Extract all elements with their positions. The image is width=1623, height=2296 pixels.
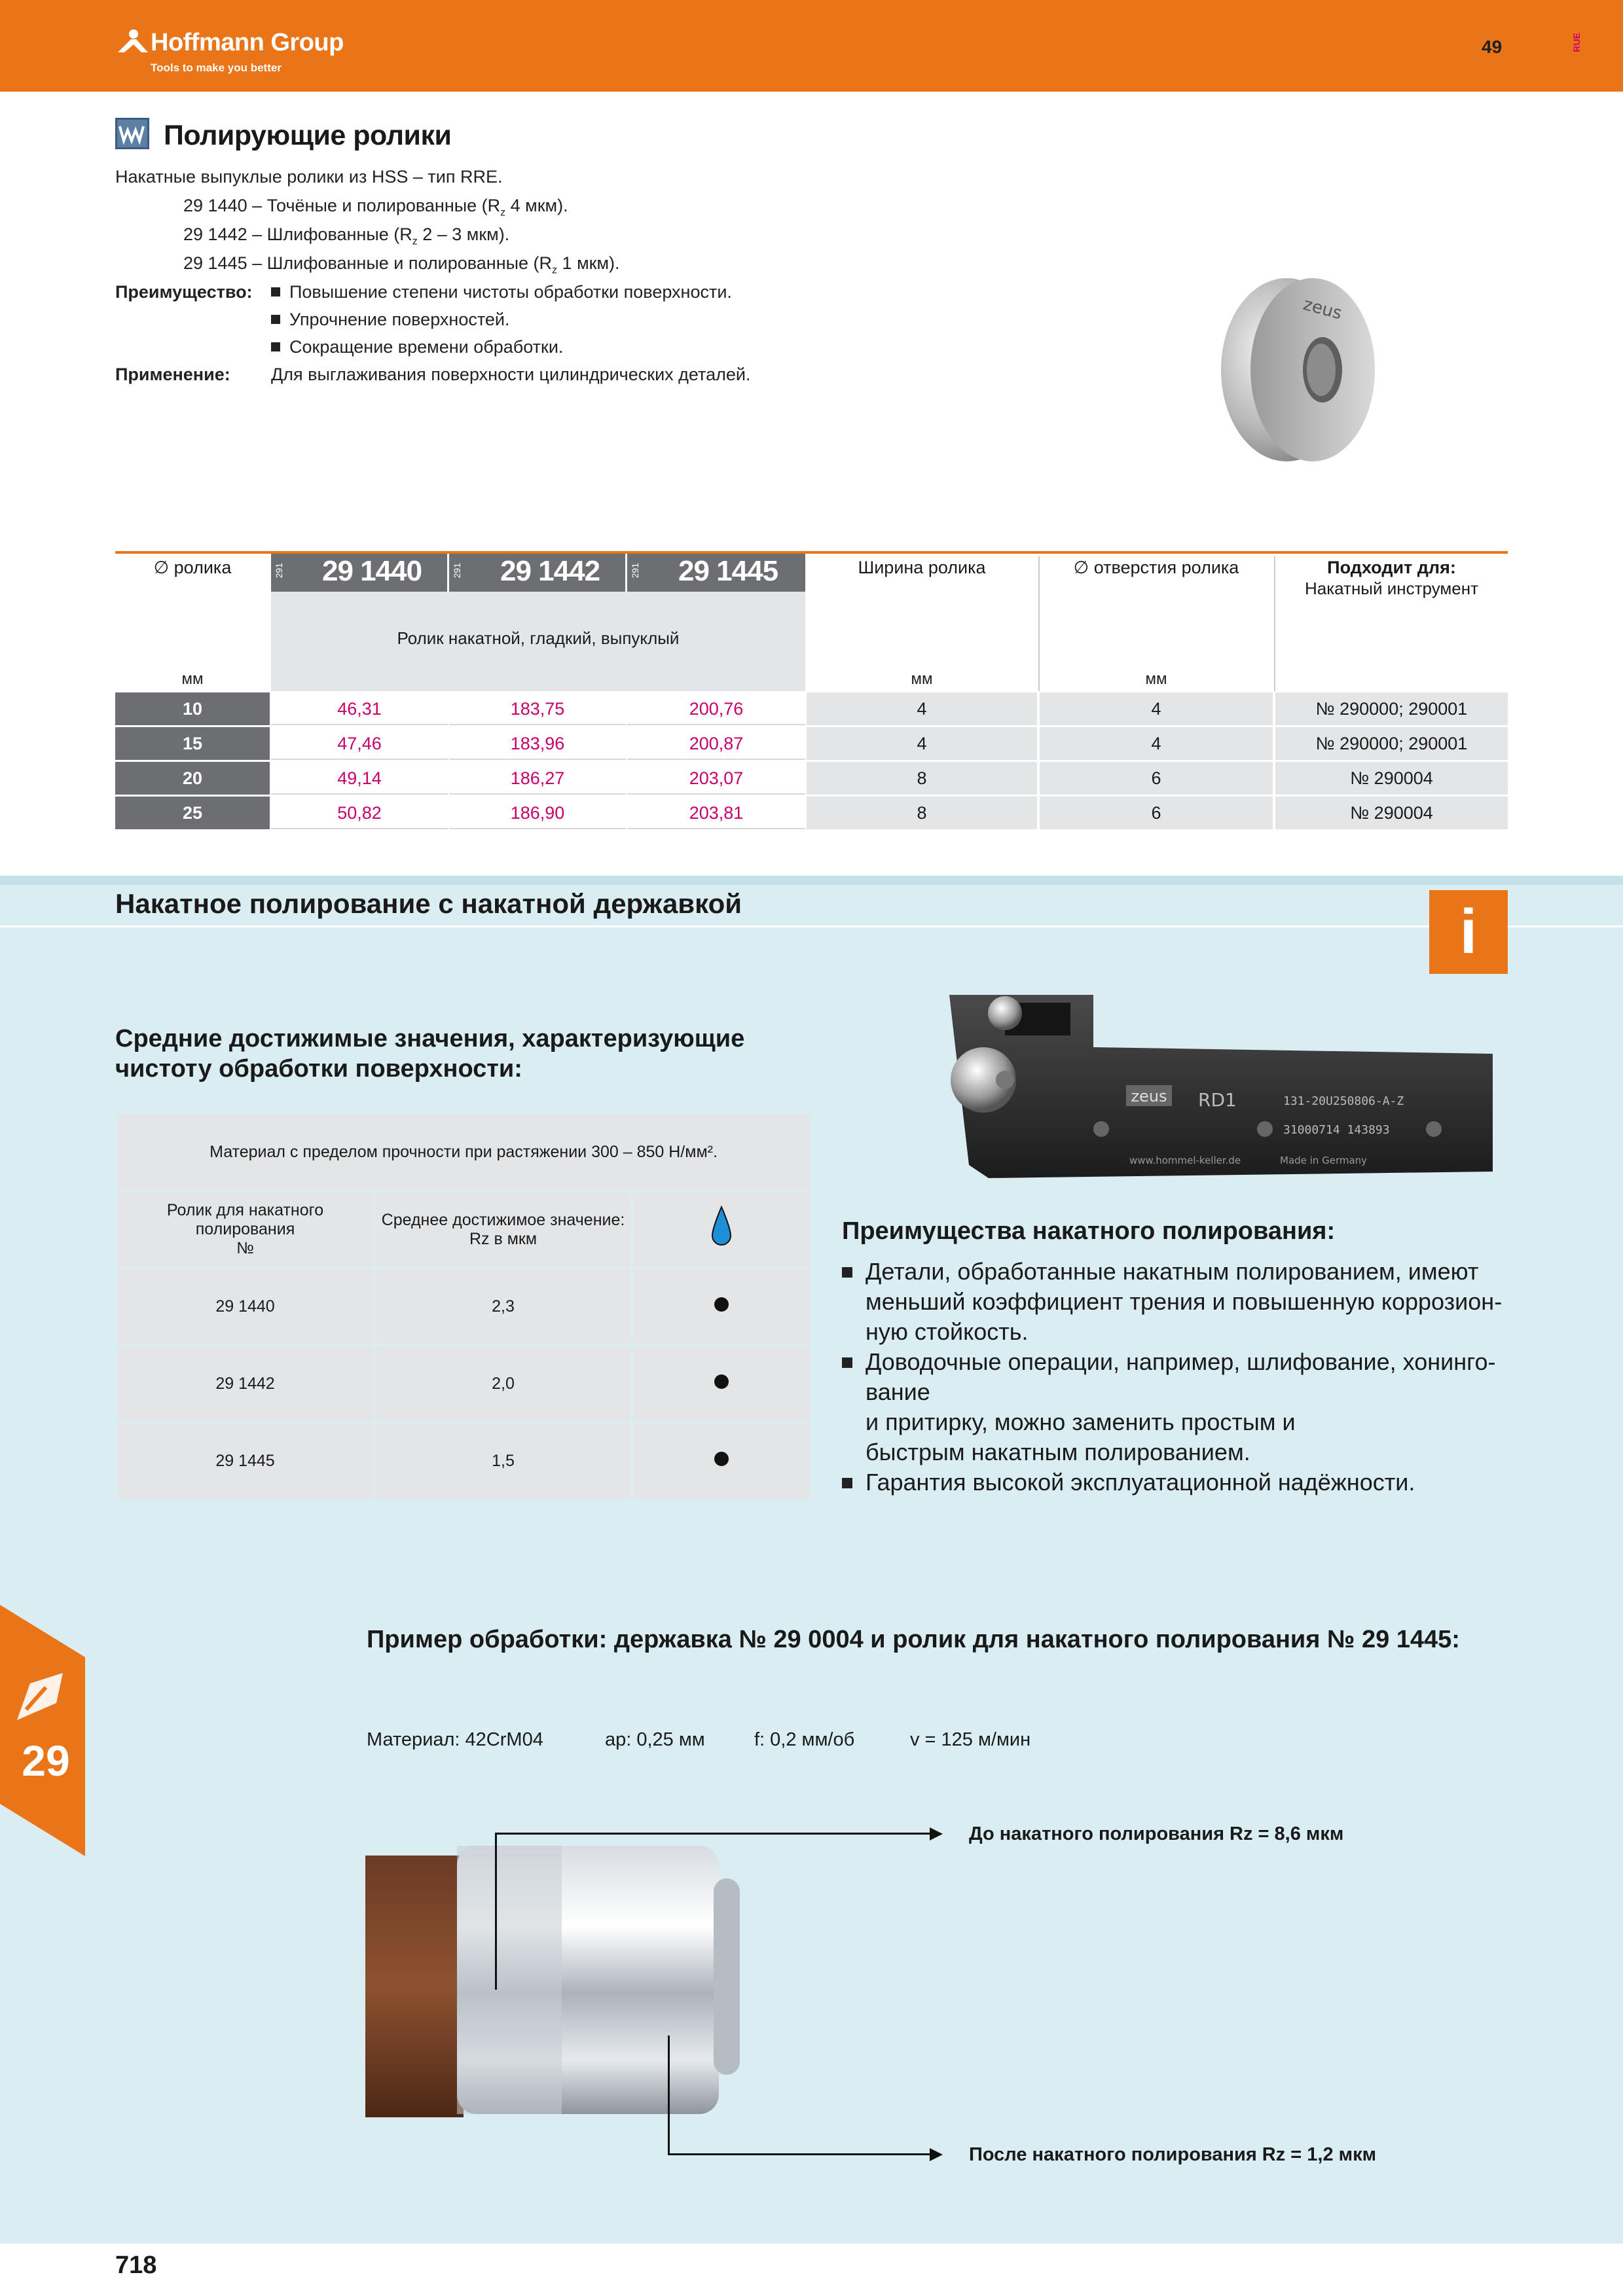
price-cell: 186,90 [449,797,626,829]
article-number: 29 1440 [322,555,422,587]
price-cell: 183,75 [449,692,626,725]
dot-icon [714,1452,729,1466]
holder-made: Made in Germany [1280,1155,1368,1166]
callout-line [668,2153,934,2155]
variant-text: Точёные и полированные (R [266,196,501,215]
price-cell: 186,27 [449,762,626,795]
roller-engraving: zeus [1301,295,1344,324]
section-stripe [0,876,1623,885]
bullet-icon [271,342,280,351]
value-cell: 1,5 [374,1423,632,1500]
table-row [117,1423,811,1500]
divider [447,554,449,592]
param-v: v = 125 м/мин [910,1729,1031,1750]
row-diameter: 15 [115,727,270,760]
article-prefix: 291 [630,563,640,579]
col-fits-subheader: Накатный инструмент [1304,579,1479,598]
fits-cell: № 290004 [1275,762,1508,795]
hole-cell: 6 [1040,762,1273,795]
list-item [842,1467,1523,1498]
advantage-item [271,305,510,334]
chapter-tab [0,1605,85,1856]
application-text: Для выглаживания поверхности цилиндрических деталей. [271,365,751,384]
col-diameter-header: ∅ ролика [153,558,232,577]
dot-icon [714,1297,729,1312]
section-rule [0,925,1623,927]
roller-holder-image [930,982,1506,1185]
page-index: 49 [1482,37,1503,57]
value-cell: 2,0 [374,1346,632,1423]
param-f: f: 0,2 мм/об [754,1729,855,1750]
section-title: Накатное полирование с накатной державкой [115,888,742,919]
bullet-icon [271,315,280,324]
table2-col2-header [374,1191,632,1268]
price-cell: 203,81 [627,797,805,829]
width-cell: 4 [807,727,1037,760]
table-row [115,797,1508,831]
variant-rest: 2 – 3 мкм). [417,224,510,244]
table-row [115,692,1508,727]
width-cell: 8 [807,762,1037,795]
surface-values-table [115,1113,812,1501]
variant-code: 29 1440 – [183,196,263,215]
unit-label: мм [1145,670,1167,688]
benefit-line: ную стойкость. [866,1318,1029,1345]
bullet-icon [842,1267,852,1278]
variant-sub: z [552,264,558,276]
article-number: 29 1445 [678,555,778,587]
price-cell: 200,87 [627,727,805,760]
col-fits-header: Подходит для: [1327,558,1456,577]
surface-values-title [115,1024,744,1084]
variant-text: Шлифованные (R [266,224,412,244]
variant-rest: 4 мкм). [505,196,568,215]
callout-line [668,2036,670,2153]
row-diameter: 10 [115,692,270,725]
advantage-item [271,278,732,306]
benefit-line: Детали, обработанные накатным полированием, имеют [866,1258,1479,1285]
width-cell: 8 [807,797,1037,829]
benefits-list [842,1257,1523,1498]
dot-cell [632,1346,811,1423]
product-intro: Накатные выпуклые ролики из HSS – тип RRE. [115,167,503,187]
page-number: 718 [115,2251,157,2279]
arrow-icon [930,1827,943,1840]
price-cell: 203,07 [627,762,805,795]
subtitle-line: чистоту обработки поверхности: [115,1055,522,1083]
chapter-number: 29 [22,1736,70,1785]
variant-rest: 1 мкм). [557,253,620,273]
benefit-line: вание [866,1378,930,1405]
benefit-line: быстрым накатным полированием. [866,1439,1250,1465]
roller-cell: 29 1440 [117,1268,374,1346]
benefit-line: Гарантия высокой эксплуатационной надёжности. [866,1469,1415,1496]
benefit-line: Доводочные операции, например, шлифование, хонинго- [866,1348,1496,1375]
callout-line [495,1833,934,1835]
col-hole-header: ∅ отверстия ролика [1073,558,1239,577]
dot-icon [714,1374,729,1389]
variant-code: 29 1442 – [183,224,263,244]
width-cell: 4 [807,692,1037,725]
fits-cell: № 290004 [1275,797,1508,829]
list-item [842,1347,1523,1467]
arrow-icon [930,2148,943,2161]
row-diameter: 20 [115,762,270,795]
table-row [117,1268,811,1346]
benefit-line: меньший коэффициент трения и повышенную коррозион- [866,1288,1503,1315]
holder-model: RD1 [1198,1089,1237,1111]
workpiece-image [360,1820,766,2127]
table-row [117,1346,811,1423]
header-line: Rz в мкм [469,1229,538,1248]
unit-label: мм [181,670,204,688]
bullet-icon [842,1357,852,1368]
advantage-text: Сокращение времени обработки. [289,337,564,357]
value-cell: 2,3 [374,1268,632,1346]
group-label: Ролик накатной, гладкий, выпуклый [397,628,680,648]
roller-cell: 29 1442 [117,1346,374,1423]
callout-line [495,1833,497,1990]
before-label: До накатного полирования Rz = 8,6 мкм [969,1823,1344,1844]
holder-url: www.hommel-keller.de [1129,1155,1241,1166]
param-ap: ap: 0,25 мм [605,1729,705,1750]
divider [1274,556,1275,691]
holder-brand: zeus [1131,1087,1167,1105]
table-row [115,727,1508,762]
hole-cell: 4 [1040,727,1273,760]
article-prefix: 291 [274,563,284,579]
roller-product-image [1211,262,1381,478]
variant-sub: z [500,207,506,219]
holder-code: 31000714 143893 [1283,1123,1390,1137]
subtitle-line: Средние достижимые значения, характеризующие [115,1025,745,1052]
benefit-line: и притирку, можно заменить простым и [866,1408,1296,1435]
param-material: Материал: 42CrM04 [367,1729,543,1750]
hoffmann-logo-icon [117,26,149,55]
holder-code: 131-20U250806-A-Z [1283,1094,1404,1108]
hole-cell: 4 [1040,692,1273,725]
table2-col3-header [632,1191,811,1268]
roller-cell: 29 1445 [117,1423,374,1500]
table2-header: Материал с пределом прочности при растяжении 300 – 850 Н/мм². [117,1114,811,1191]
header-line: Ролик для накатного полирования [166,1201,324,1238]
dot-cell [632,1268,811,1346]
info-icon: i [1429,890,1508,974]
row-diameter: 25 [115,797,270,829]
price-cell: 50,82 [271,797,448,829]
advantage-label: Преимущество: [115,282,253,302]
language-code: RUE [1571,33,1582,52]
application-label: Применение: [115,365,230,384]
example-title: Пример обработки: державка № 29 0004 и ролик для накатного полирования № 29 1445: [367,1626,1460,1653]
price-cell: 49,14 [271,762,448,795]
price-cell: 46,31 [271,692,448,725]
hole-cell: 6 [1040,797,1273,829]
list-item [842,1257,1523,1347]
bullet-icon [271,287,280,296]
page-title: Полирующие ролики [164,120,452,151]
price-cell: 183,96 [449,727,626,760]
divider [625,554,627,592]
header-line: Среднее достижимое значение: [381,1210,625,1229]
price-cell: 200,76 [627,692,805,725]
fits-cell: № 290000; 290001 [1275,727,1508,760]
article-number: 29 1442 [500,555,600,587]
col-width-header: Ширина ролика [858,558,986,577]
dot-cell [632,1423,811,1500]
bullet-icon [842,1478,852,1488]
unit-label: мм [911,670,933,688]
brand-badge-icon [115,118,149,149]
table2-col1-header [117,1191,374,1268]
table1-body [115,692,1508,831]
drop-icon [710,1206,733,1249]
price-cell: 47,46 [271,727,448,760]
variant-sub: z [412,236,418,247]
table-row [115,762,1508,797]
variant-code: 29 1445 – [183,253,263,273]
header-line: № [236,1239,254,1257]
fits-cell: № 290000; 290001 [1275,692,1508,725]
brand-tagline: Tools to make you better [151,62,282,74]
article-prefix: 291 [452,563,462,579]
advantage-item [271,332,563,361]
benefits-title: Преимущества накатного полирования: [842,1217,1336,1245]
advantage-text: Упрочнение поверхностей. [289,310,510,329]
variant-text: Шлифованные и полированные (R [266,253,553,273]
after-label: После накатного полирования Rz = 1,2 мкм [969,2144,1377,2165]
brand-name: Hoffmann Group [151,29,344,56]
advantage-text: Повышение степени чистоты обработки поверхности. [289,282,732,302]
